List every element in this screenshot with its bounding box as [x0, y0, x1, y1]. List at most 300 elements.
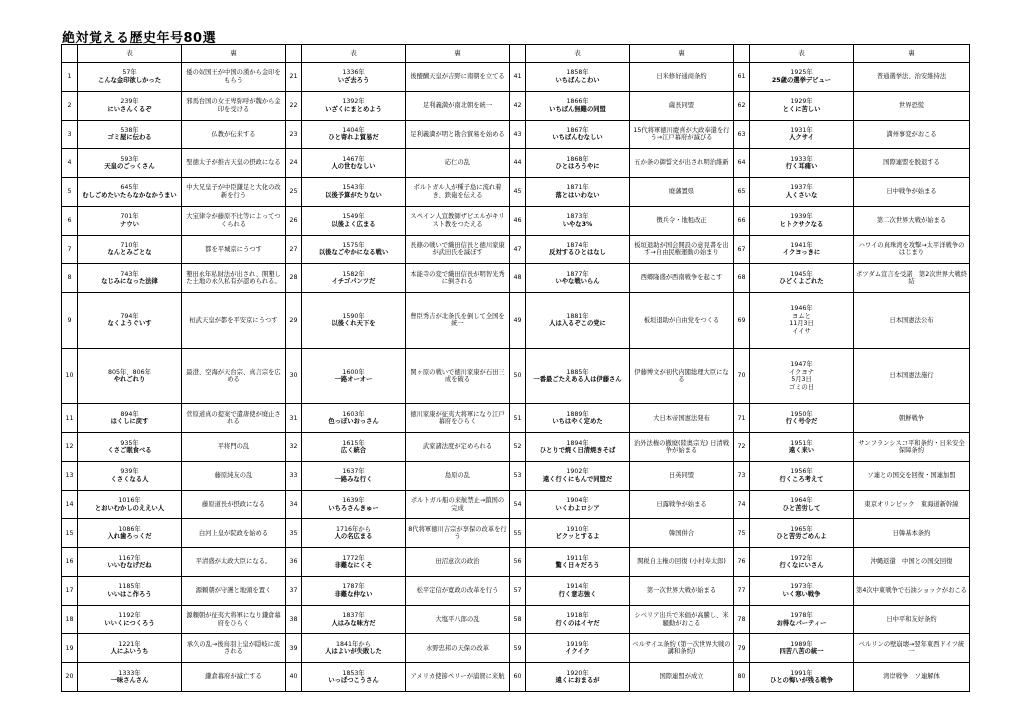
event-cell: 白河上皇が院政を始める	[182, 519, 286, 548]
event-cell: 足利義満が明と勘合貿易を始める	[406, 120, 510, 149]
event-cell: 大塩平八郎の乱	[406, 605, 510, 634]
year-text: 1918年	[566, 612, 589, 620]
table-row	[62, 461, 970, 490]
item-number: 22	[286, 91, 302, 120]
header-back: 裏	[182, 45, 286, 63]
front-cell	[526, 634, 630, 663]
item-number: 72	[734, 433, 750, 462]
event-cell: 治外法権の撤廃(陸奥宗光) 日清戦争が始まる	[630, 433, 734, 462]
front-cell	[78, 149, 182, 178]
front-cell	[302, 548, 406, 577]
year-text: 1931年	[790, 126, 813, 134]
mnemonic-text: 人にふいうち	[110, 648, 149, 656]
year-text: 1945年	[790, 270, 813, 278]
front-cell	[750, 348, 854, 404]
item-number: 15	[62, 519, 78, 548]
event-cell: 仏教が伝来する	[182, 120, 286, 149]
mnemonic-text: にいさんくるぞ	[107, 105, 152, 113]
table-row	[62, 490, 970, 519]
front-cell	[302, 91, 406, 120]
mnemonic-text: いざ去ろう	[337, 76, 370, 84]
year-text: 1877年	[566, 270, 589, 278]
item-number: 61	[734, 63, 750, 92]
header-number-cell	[62, 45, 78, 63]
event-cell: 最澄、空海が天台宗、真言宗を広める	[182, 348, 286, 404]
front-cell	[302, 634, 406, 663]
item-number: 14	[62, 490, 78, 519]
item-number: 73	[734, 461, 750, 490]
item-number: 76	[734, 548, 750, 577]
event-cell: 第二次世界大戦が始まる	[854, 206, 970, 235]
header-back: 裏	[854, 45, 970, 63]
item-number: 27	[286, 235, 302, 264]
event-cell: 第4次中東戦争で石油ショックがおこる	[854, 576, 970, 605]
mnemonic-text: いちばんむなしい	[552, 134, 603, 142]
front-cell	[526, 605, 630, 634]
event-cell: 8代将軍徳川吉宗が享保の改革を行う	[406, 519, 510, 548]
mnemonic-text: いいくにつくろう	[104, 619, 155, 627]
year-text: 1946年 ヨムと 11月3日 イイサ	[789, 305, 814, 335]
item-number: 20	[62, 663, 78, 692]
mnemonic-text: ひとはろうやに	[555, 163, 600, 171]
event-cell: 徴兵令・地租改正	[630, 206, 734, 235]
front-cell	[526, 576, 630, 605]
event-cell: 島原の乱	[406, 461, 510, 490]
front-cell	[302, 264, 406, 293]
front-cell	[302, 461, 406, 490]
front-cell	[526, 293, 630, 349]
year-text: 1989年	[790, 640, 813, 648]
front-cell	[526, 348, 630, 404]
front-cell	[78, 91, 182, 120]
front-cell	[78, 605, 182, 634]
year-text: 1956年	[790, 468, 813, 476]
item-number: 50	[510, 348, 526, 404]
year-text: 1937年	[790, 184, 813, 192]
front-cell	[78, 348, 182, 404]
mnemonic-text: 行く号令だ	[785, 418, 818, 426]
event-cell: 日本国憲法施行	[854, 348, 970, 404]
year-text: 1925年	[790, 69, 813, 77]
front-cell	[750, 404, 854, 433]
item-number: 11	[62, 404, 78, 433]
header-front: 表	[78, 45, 182, 63]
header-row	[62, 45, 970, 63]
event-cell: 沖縄返還 中国との国交回復	[854, 548, 970, 577]
item-number: 79	[734, 634, 750, 663]
mnemonic-text: 以後よく広まる	[331, 220, 376, 228]
event-cell: スペイン人宣教師ザビエルがキリスト教をつたえる	[406, 206, 510, 235]
item-number: 33	[286, 461, 302, 490]
front-cell	[750, 178, 854, 207]
mnemonic-text: 行くのはイヤだ	[555, 619, 600, 627]
mnemonic-text: いちろさんきゅー	[328, 504, 379, 512]
event-cell: 日中戦争が始まる	[854, 178, 970, 207]
front-cell	[302, 293, 406, 349]
mnemonic-text: いいむなげだね	[107, 562, 152, 570]
year-text: 1950年	[790, 410, 813, 418]
event-cell: 日米修好通商条約	[630, 63, 734, 92]
mnemonic-text: 一味さんさん	[110, 677, 149, 685]
item-number: 19	[62, 634, 78, 663]
event-cell: 邪馬台国の女王卑弥呼が魏から金印を受ける	[182, 91, 286, 120]
item-number: 4	[62, 149, 78, 178]
year-text: 1192年	[118, 612, 141, 620]
front-cell	[750, 663, 854, 692]
mnemonic-text: いいはこ作ろう	[107, 590, 152, 598]
front-cell	[78, 120, 182, 149]
year-text: 57年	[122, 69, 137, 77]
item-number: 8	[62, 264, 78, 293]
front-cell	[302, 576, 406, 605]
mnemonic-text: ナウい	[120, 220, 139, 228]
mnemonic-text: ひとの悔いが残る戦争	[770, 677, 833, 685]
mnemonic-text: ゴミ屋に伝わる	[107, 134, 152, 142]
front-cell	[526, 178, 630, 207]
year-text: 1904年	[566, 497, 589, 505]
event-cell: 後醍醐天皇が吉野に南朝を立てる	[406, 63, 510, 92]
item-number: 34	[286, 490, 302, 519]
event-cell: 徳川家康が征夷大将軍になり江戸幕府をひらく	[406, 404, 510, 433]
event-cell: 源頼朝が征夷大将軍になり鎌倉幕府をひらく	[182, 605, 286, 634]
item-number: 46	[510, 206, 526, 235]
mnemonic-text: いくわよロシア	[555, 504, 600, 512]
event-cell: 板垣退助が国会開設の意見書を出す→自由民権運動の始まり	[630, 235, 734, 264]
mnemonic-text: 人はよいが失敗した	[325, 648, 382, 656]
year-text: 1185年	[118, 583, 141, 591]
mnemonic-text: なんとみごとな	[107, 249, 152, 257]
event-cell: 日露戦争が始まる	[630, 490, 734, 519]
item-number: 65	[734, 178, 750, 207]
year-text: 538年	[120, 126, 139, 134]
front-cell	[302, 206, 406, 235]
front-cell	[78, 634, 182, 663]
item-number: 29	[286, 293, 302, 349]
front-cell	[526, 63, 630, 92]
year-text: 1575年	[342, 241, 365, 249]
front-cell	[302, 120, 406, 149]
event-cell: 韓国併合	[630, 519, 734, 548]
table-row	[62, 348, 970, 404]
event-cell: 武家諸法度が定められる	[406, 433, 510, 462]
year-text: 1939年	[790, 213, 813, 221]
year-text: 1902年	[566, 468, 589, 476]
item-number: 74	[734, 490, 750, 519]
item-number: 7	[62, 235, 78, 264]
year-text: 1603年	[342, 410, 365, 418]
item-number: 70	[734, 348, 750, 404]
item-number: 62	[734, 91, 750, 120]
item-number: 35	[286, 519, 302, 548]
year-text: 1894年	[566, 439, 589, 447]
item-number: 71	[734, 404, 750, 433]
front-cell	[302, 178, 406, 207]
year-text: 1873年	[566, 213, 589, 221]
mnemonic-text: 人クサイ	[789, 134, 814, 142]
mnemonic-text: 天皇のごっくさん	[104, 163, 155, 171]
mnemonic-text: ひとりで焼く日清焼きそば	[539, 447, 616, 455]
year-text: 1965年	[790, 525, 813, 533]
event-cell: 平将門の乱	[182, 433, 286, 462]
mnemonic-text: 行く意志強く	[558, 590, 597, 598]
front-cell	[302, 663, 406, 692]
year-text: 1086年	[118, 525, 141, 533]
year-text: 1933年	[790, 155, 813, 163]
table-row	[62, 293, 970, 349]
item-number: 57	[510, 576, 526, 605]
year-text: 1911年	[566, 554, 589, 562]
year-text: 1404年	[342, 126, 365, 134]
mnemonic-text: はくしに戻す	[110, 418, 149, 426]
event-cell: ポツダム宣言を受諾 第2次世界大戦終結	[854, 264, 970, 293]
year-text: 1858年	[566, 69, 589, 77]
item-number: 69	[734, 293, 750, 349]
event-cell: 松平定信が寛政の改革を行う	[406, 576, 510, 605]
front-cell	[302, 404, 406, 433]
year-text: 1615年	[342, 439, 365, 447]
year-text: 1973年	[790, 583, 813, 591]
item-number: 63	[734, 120, 750, 149]
mnemonic-text: 広く統合	[340, 447, 367, 455]
event-cell: ポルトガル船の来航禁止→鎖国の完成	[406, 490, 510, 519]
table-row	[62, 149, 970, 178]
year-text: 593年	[120, 155, 139, 163]
year-text: 1914年	[566, 583, 589, 591]
front-cell	[526, 433, 630, 462]
mnemonic-text: 落とはいわない	[555, 191, 600, 199]
year-text: 1868年	[566, 155, 589, 163]
front-cell	[78, 576, 182, 605]
front-cell	[526, 264, 630, 293]
year-text: 1947年 イクヨナ 5月3日 ゴミの日	[788, 360, 815, 391]
header-front: 表	[302, 45, 406, 63]
front-cell	[750, 548, 854, 577]
table-row	[62, 605, 970, 634]
item-number: 44	[510, 149, 526, 178]
mnemonic-text: いざくにまとめよう	[325, 105, 382, 113]
front-cell	[78, 548, 182, 577]
mnemonic-text: いく寒い戦争	[782, 590, 821, 598]
year-text: 1543年	[342, 184, 365, 192]
year-text: 1881年	[566, 312, 589, 320]
mnemonic-text: 四苦八苦の統一	[779, 648, 824, 656]
item-number: 54	[510, 490, 526, 519]
event-cell: 国際連盟を脱退する	[854, 149, 970, 178]
mnemonic-text: 遠くにおまるが	[555, 677, 600, 685]
front-cell	[526, 548, 630, 577]
front-cell	[750, 149, 854, 178]
year-text: 1889年	[566, 410, 589, 418]
front-cell	[750, 605, 854, 634]
item-number: 28	[286, 264, 302, 293]
event-cell: 大日本帝国憲法発布	[630, 404, 734, 433]
year-text: 1837年	[342, 612, 365, 620]
mnemonic-text: 非難なにくそ	[334, 562, 373, 570]
table-row	[62, 634, 970, 663]
item-number: 38	[286, 605, 302, 634]
front-cell	[302, 519, 406, 548]
event-cell: ソ連との国交を回復・国連加盟	[854, 461, 970, 490]
year-text: 701年	[120, 213, 139, 221]
mnemonic-text: いちばん無難の同盟	[549, 105, 606, 113]
mnemonic-text: イクイク	[565, 648, 590, 656]
year-text: 1964年	[790, 497, 813, 505]
item-number: 45	[510, 178, 526, 207]
year-text: 1637年	[342, 468, 365, 476]
item-number: 32	[286, 433, 302, 462]
table-row	[62, 120, 970, 149]
event-cell: ポルトガル人が種子島に流れ着き、鉄砲を伝える	[406, 178, 510, 207]
front-cell	[750, 91, 854, 120]
event-cell: 伊藤博文が初代内閣総理大臣になる	[630, 348, 734, 404]
front-cell	[750, 293, 854, 349]
mnemonic-text: 25歳の選挙デビュー	[771, 76, 832, 84]
year-text: 1221年	[118, 640, 141, 648]
item-number: 18	[62, 605, 78, 634]
event-cell: 関税自主権の回復 (小村寿太郎)	[630, 548, 734, 577]
table-row	[62, 404, 970, 433]
item-number: 2	[62, 91, 78, 120]
year-text: 645年	[120, 184, 139, 192]
event-cell: 中大兄皇子が中臣鎌足と大化の改新を行う	[182, 178, 286, 207]
year-text: 1787年	[342, 583, 365, 591]
header-back: 裏	[406, 45, 510, 63]
year-text: 1467年	[342, 155, 365, 163]
header-number-cell	[510, 45, 526, 63]
mnemonic-text: イクヨっきに	[782, 249, 821, 257]
header-number-cell	[286, 45, 302, 63]
table-row	[62, 91, 970, 120]
mnemonic-text: 非難な仲ない	[334, 590, 373, 598]
year-text: 1867年	[566, 126, 589, 134]
table-row	[62, 548, 970, 577]
front-cell	[78, 178, 182, 207]
front-cell	[302, 490, 406, 519]
year-text: 1929年	[790, 98, 813, 106]
header-front: 表	[750, 45, 854, 63]
item-number: 47	[510, 235, 526, 264]
mnemonic-text: 以後くれ天下を	[331, 320, 376, 328]
mnemonic-text: いやな3%	[562, 220, 593, 228]
mnemonic-text: なじみになった法律	[101, 278, 158, 286]
event-cell: 満州事変がおこる	[854, 120, 970, 149]
event-cell: 水野忠邦の天保の改革	[406, 634, 510, 663]
mnemonic-text: 一路みな行く	[334, 475, 373, 483]
year-text: 1853年	[342, 669, 365, 677]
front-cell	[750, 461, 854, 490]
front-cell	[302, 63, 406, 92]
year-text: 1333年	[118, 669, 141, 677]
front-cell	[78, 206, 182, 235]
mnemonic-text: 行くころ考えて	[779, 475, 824, 483]
year-text: 1920年	[566, 669, 589, 677]
front-cell	[78, 235, 182, 264]
item-number: 67	[734, 235, 750, 264]
item-number: 5	[62, 178, 78, 207]
mnemonic-text: ひと苦労ごめんよ	[776, 533, 827, 541]
front-cell	[302, 348, 406, 404]
front-cell	[526, 404, 630, 433]
front-cell	[302, 149, 406, 178]
year-text: 1978年	[790, 612, 813, 620]
mnemonic-text: 人はみな味方だ	[331, 619, 376, 627]
front-cell	[526, 149, 630, 178]
mnemonic-text: 入れ歯ろっくだ	[107, 533, 152, 541]
event-cell: アメリカ使節ペリーが浦賀に来航	[406, 663, 510, 692]
event-cell: 朝鮮戦争	[854, 404, 970, 433]
front-cell	[526, 206, 630, 235]
front-cell	[526, 120, 630, 149]
header-number-cell	[734, 45, 750, 63]
event-cell: 承久の乱→後鳥羽上皇が隠岐に流される	[182, 634, 286, 663]
mnemonic-text: 行く耳痛い	[785, 163, 818, 171]
item-number: 24	[286, 149, 302, 178]
item-number: 48	[510, 264, 526, 293]
year-text: 894年	[120, 410, 139, 418]
item-number: 66	[734, 206, 750, 235]
item-number: 78	[734, 605, 750, 634]
mnemonic-text: 一番最ごたえある人は伊藤さん	[533, 376, 622, 384]
year-text: 1871年	[566, 184, 589, 192]
item-number: 25	[286, 178, 302, 207]
event-cell: 豊臣秀吉が北条氏を倒して全国を統一	[406, 293, 510, 349]
year-text: 1772年	[342, 554, 365, 562]
mnemonic-text: いちはやく定めた	[552, 418, 603, 426]
table-row	[62, 178, 970, 207]
front-cell	[750, 120, 854, 149]
event-cell: 藤原純友の乱	[182, 461, 286, 490]
front-cell	[78, 293, 182, 349]
event-cell: 普通選挙法、治安維持法	[854, 63, 970, 92]
event-cell: ベルリンの壁崩壊→翌年東西ドイツ統一	[854, 634, 970, 663]
front-cell	[526, 235, 630, 264]
year-text: 1874年	[566, 241, 589, 249]
mnemonic-text: 驚く日々だろう	[555, 562, 600, 570]
mnemonic-text: とくに苦しい	[782, 105, 821, 113]
mnemonic-text: いやな戦いらん	[555, 278, 600, 286]
event-cell: 足利義満が南北朝を統一	[406, 91, 510, 120]
event-cell: ベルサイユ条約 (第一次世界大戦の講和条約)	[630, 634, 734, 663]
front-cell	[750, 63, 854, 92]
front-cell	[750, 206, 854, 235]
year-text: 1600年	[342, 368, 365, 376]
year-text: 1716年から	[336, 525, 371, 533]
front-cell	[750, 519, 854, 548]
item-number: 30	[286, 348, 302, 404]
front-cell	[78, 404, 182, 433]
mnemonic-text: 人は入るぞこの党に	[549, 320, 606, 328]
event-cell: 西郷隆盛が西南戦争を起こす	[630, 264, 734, 293]
page-title: 絶対覚える歴史年号80選	[62, 31, 217, 46]
event-cell: 長篠の戦いで織田信長と徳川家康が武田氏を滅ぼす	[406, 235, 510, 264]
event-cell: ハワイの真珠湾を攻撃→太平洋戦争のはじまり	[854, 235, 970, 264]
event-cell: 関ヶ原の戦いで徳川家康が石田三成を破る	[406, 348, 510, 404]
event-cell: 藤原道長が摂政になる	[182, 490, 286, 519]
year-text: 1841年から	[336, 640, 371, 648]
event-cell: 板垣退助が自由党をつくる	[630, 293, 734, 349]
mnemonic-text: 一路オーオー	[334, 376, 373, 384]
event-cell: 五か条の御誓文が出され明治維新	[630, 149, 734, 178]
item-number: 43	[510, 120, 526, 149]
front-cell	[750, 576, 854, 605]
mnemonic-text: とおいむかしのええい人	[94, 504, 165, 512]
event-cell: 薩長同盟	[630, 91, 734, 120]
item-number: 42	[510, 91, 526, 120]
front-cell	[302, 605, 406, 634]
item-number: 37	[286, 576, 302, 605]
year-text: 1582年	[342, 270, 365, 278]
mnemonic-text: イチゴパンツだ	[331, 278, 376, 286]
